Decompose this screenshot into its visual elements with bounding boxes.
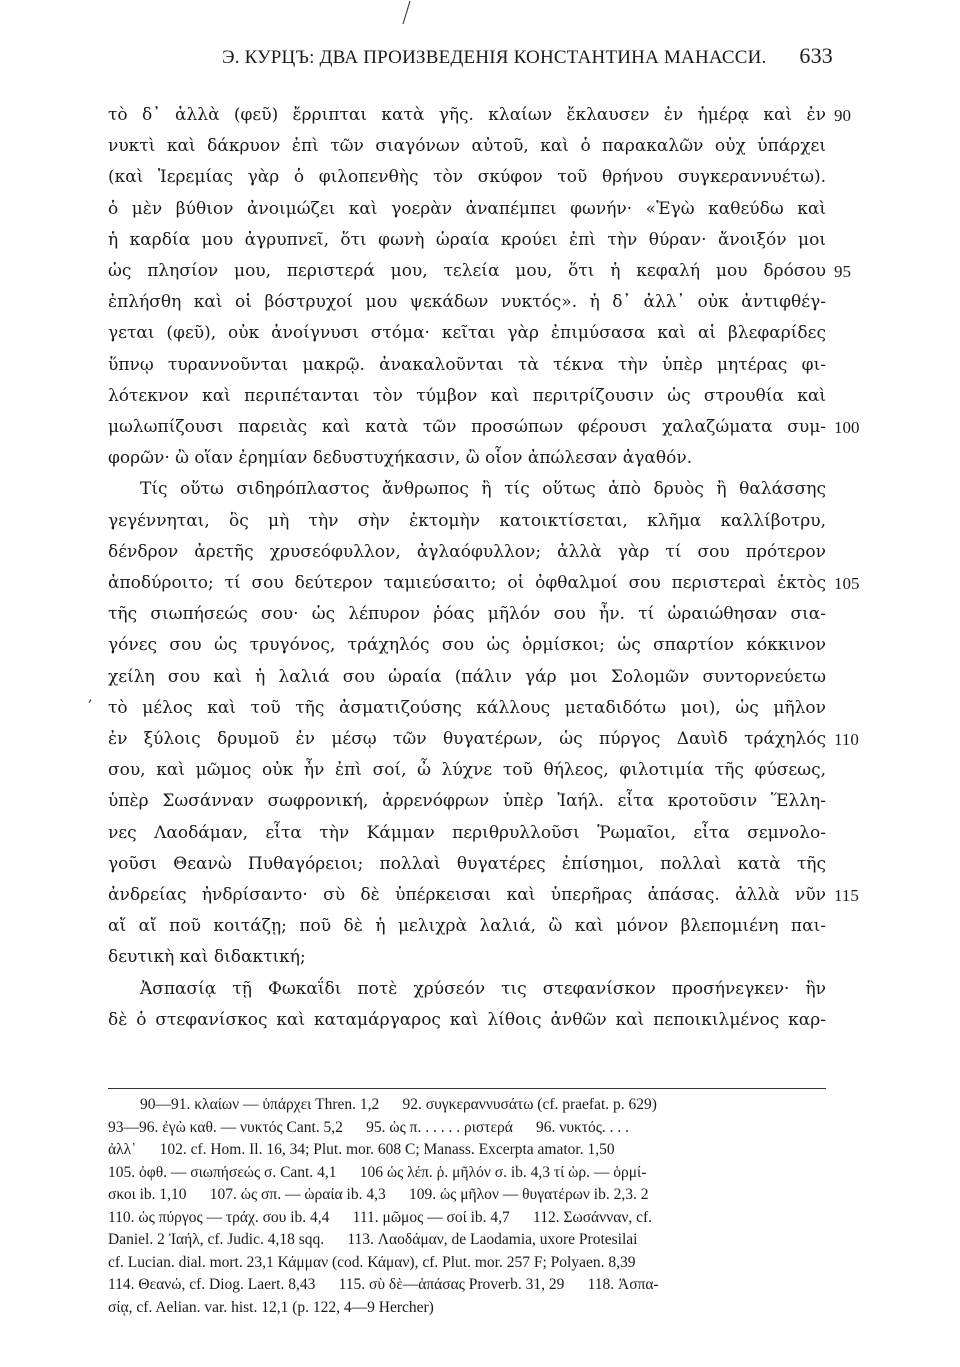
text-line: ἐπλήσθη καὶ οἱ βόστρυχοί μου ψεκάδων νυκτός». ἡ δ᾽ ἀλλ᾽ οὐκ ἀντιφθέγ- bbox=[108, 292, 826, 313]
text-line: νες Λαοδάμαν, εἶτα τὴν Κάμμαν περιθρυλλοῦσι Ῥωμαῖοι, εἶτα σεμνολο- bbox=[108, 822, 826, 843]
text-line: ἀνδρείας ἠνδρίσαντο· σὺ δὲ ὑπέρκεισαι καὶ ὑπερῆρας ἁπάσας. ἀλλὰ νῦν bbox=[108, 885, 826, 905]
text-line: χείλη σου καὶ ἡ λαλιά σου ὡραία (πάλιν γάρ μοι Σολομῶν συντορνεύετω bbox=[108, 666, 826, 687]
footnote-line: cf. Lucian. dial. mort. 23,1 Κάμμαν (cod. Κάμαν), cf. Plut. mor. 257 F; Polyaen. 8,39 bbox=[108, 1253, 636, 1271]
footnote-line: σίᾳ, cf. Aelian. var. hist. 12,1 (p. 122, 4—9 Hercher) bbox=[108, 1298, 434, 1316]
footnote-line: ἀλλ᾽ 102. cf. Hom. Il. 16, 34; Plut. mor. 608 C; Manass. Excerpta amator. 1,50 bbox=[108, 1141, 615, 1158]
line-number: 105 bbox=[834, 574, 860, 593]
margin-mark: , bbox=[88, 689, 93, 705]
text-line: Ἀσπασίᾳ τῇ Φωκαΐδι ποτὲ χρύσεόν τις στεφανίσκον προσήνεγκεν· ἣν bbox=[140, 978, 826, 999]
footnote-line: 93—96. ἐγὼ καθ. — νυκτός Cant. 5,2 95. ὡς π. . . . . . ριστερά 96. νυκτός. . . . bbox=[108, 1118, 630, 1136]
text-line: γεγέννηται, ὃς μὴ τὴν σὴν ἐκτομὴν κατοικτίσεται, κλῆμα καλλίβοτρυ, bbox=[108, 510, 826, 531]
text-line: γοῦσι Θεανὼ Πυθαγόρειοι; πολλαὶ θυγατέρες ἐπίσημοι, πολλαὶ κατὰ τῆς bbox=[108, 853, 826, 874]
text-line: ἐν ξύλοις δρυμοῦ ἐν μέσῳ τῶν θυγατέρων, ὡς πύργος Δαυὶδ τράχηλός bbox=[108, 729, 826, 749]
text-line: ὕπνῳ τυραννοῦνται μακρῷ. ἀνακαλοῦνται τὰ τέκνα τὴν ὑπὲρ μητέρας φι- bbox=[108, 354, 826, 375]
line-number: 100 bbox=[834, 418, 860, 437]
text-line: Τίς οὕτω σιδηρόπλαστος ἄνθρωπος ἢ τίς οὕτως ἀπὸ δρυὸς ἢ θαλάσσης bbox=[140, 479, 826, 500]
footnote-divider bbox=[108, 1088, 826, 1089]
text-line: ὁ μὲν βύθιον ἀνοιμώζει καὶ γοερὰν ἀναπέμπει φωνήν· «Ἐγὼ καθεύδω καὶ bbox=[108, 198, 826, 219]
text-line: τὸ μέλος καὶ τοῦ τῆς ἀσματιζούσης κάλλους μεταδιδότω μοι), ὡς μῆλον bbox=[108, 697, 826, 718]
text-line: γόνες σου ὡς τρυγόνος, τράχηλός σου ὡς ὁρμίσκοι; ὡς σπαρτίον κόκκινον bbox=[108, 635, 826, 656]
running-title: Э. КУРЦЪ: ДВА ПРОИЗВЕДЕНІЯ КОНСТАНТИНА МАНАССИ. bbox=[222, 47, 767, 68]
text-line: ἡ καρδία μου ἀγρυπνεῖ, ὅτι φωνὴ ὡραία κρούει ἐπὶ τὴν θύραν· ἄνοιξόν μοι bbox=[108, 229, 826, 250]
footnote-line: 105. ὀφθ. — σιωπήσεώς σ. Cant. 4,1 106 ὡς λέπ. ῥ. μῆλόν σ. ib. 4,3 τί ὡρ. — ὁρμί- bbox=[108, 1163, 647, 1181]
footnote-line: 90—91. κλαίων — ὑπάρχει Thren. 1,2 92. συγκεραννυσάτω (cf. praefat. p. 629) bbox=[140, 1096, 657, 1113]
text-line: λότεκνον καὶ περιπέτανται τὸν τύμβον καὶ περιτρίζουσιν ὡς στρουθία καὶ bbox=[108, 385, 826, 406]
text-line: φορῶν· ὢ οἵαν ἐρημίαν δεδυστυχήκασιν, ὢ οἷον ἀπώλεσαν ἀγαθόν. bbox=[108, 448, 693, 469]
line-number: 90 bbox=[834, 106, 851, 125]
pen-mark bbox=[400, 0, 412, 26]
text-line: τῆς σιωπήσεώς σου· ὡς λέπυρον ῥόας μῆλόν σου ἦν. τί ὡραιώθησαν σια- bbox=[108, 604, 826, 625]
footnote-line: 110. ὡς πύργος — τράχ. σου ib. 4,4 111. μῶμος — σοί ib. 4,7 112. Σωσάνναν, cf. bbox=[108, 1208, 652, 1226]
text-line: ὑπὲρ Σωσάνναν σωφρονική, ἀρρενόφρων ὑπὲρ Ἰαήλ. εἶτα κροτοῦσιν Ἕλλη- bbox=[108, 791, 826, 812]
text-line: ἀποδύροιτο; τί σου δεύτερον ταμιεύσαιτο; οἱ ὀφθαλμοί σου περιστεραὶ ἐκτὸς bbox=[108, 573, 826, 593]
line-number: 115 bbox=[834, 886, 859, 905]
text-line: δένδρον ἀρετῆς χρυσεόφυλλον, ἀγλαόφυλλον; ἀλλὰ γὰρ τί σου πρότερον bbox=[108, 541, 826, 562]
text-line: δευτικὴ καὶ διδακτική; bbox=[108, 947, 306, 968]
text-line: μωλωπίζουσι παρειὰς καὶ κατὰ τῶν προσώπων φέρουσι χαλαζώματα συμ- bbox=[108, 417, 826, 437]
text-line: νυκτὶ καὶ δάκρυον ἐπὶ τῶν σιαγόνων αὐτοῦ, καὶ ὁ παρακαλῶν οὐχ ὑπάρχει bbox=[108, 136, 826, 157]
text-line: δὲ ὁ στεφανίσκος καὶ καταμάργαρος καὶ λίθοις ἀνθῶν καὶ πεποικιλμένος καρ- bbox=[108, 1009, 826, 1030]
footnote-line: σκοι ib. 1,10 107. ὡς σπ. — ὡραία ib. 4,3 109. ὡς μῆλον — θυγατέρων ib. 2,3. 2 bbox=[108, 1186, 649, 1203]
text-line: σου, καὶ μῶμος οὐκ ἦν ἐπὶ σοί, ὦ λύχνε τοῦ θήλεος, φιλοτιμία τῆς φύσεως, bbox=[108, 760, 826, 781]
text-line: (καὶ Ἱερεμίας γὰρ ὁ φιλοπενθὴς τὸν σκύφον τοῦ θρήνου συγκεραννυέτω). bbox=[108, 167, 826, 188]
page-number: 633 bbox=[799, 43, 833, 68]
footnote-line: 114. Θεανώ, cf. Diog. Laert. 8,43 115. σὺ δὲ—ἁπάσας Proverb. 31, 29 118. Ἀσπα- bbox=[108, 1276, 659, 1293]
text-line: αἴ αἴ ποῦ κοιτάζῃ; ποῦ δὲ ἡ μελιχρὰ λαλιά, ὢ καὶ μόνον βλεπομιένη παι- bbox=[108, 916, 826, 937]
footnote-line: Daniel. 2 Ἰαήλ, cf. Judic. 4,18 sqq. 113. Λαοδάμαν, de Laodamia, uxore Protesilai bbox=[108, 1231, 638, 1248]
line-number: 95 bbox=[834, 262, 851, 281]
text-line: γεται (φεῦ), οὐκ ἀνοίγνυσι στόμα· κεῖται γὰρ ἐπιμύσασα καὶ αἱ βλεφαρίδες bbox=[108, 323, 826, 344]
text-line: ὡς πλησίον μου, περιστερά μου, τελεία μου, ὅτι ἡ κεφαλή μου δρόσου bbox=[108, 261, 826, 281]
line-number: 110 bbox=[834, 730, 859, 749]
text-line: τὸ δ᾽ ἀλλὰ (φεῦ) ἔρριπται κατὰ γῆς. κλαίων ἔκλαυσεν ἐν ἡμέρᾳ καὶ ἐν bbox=[108, 105, 826, 125]
